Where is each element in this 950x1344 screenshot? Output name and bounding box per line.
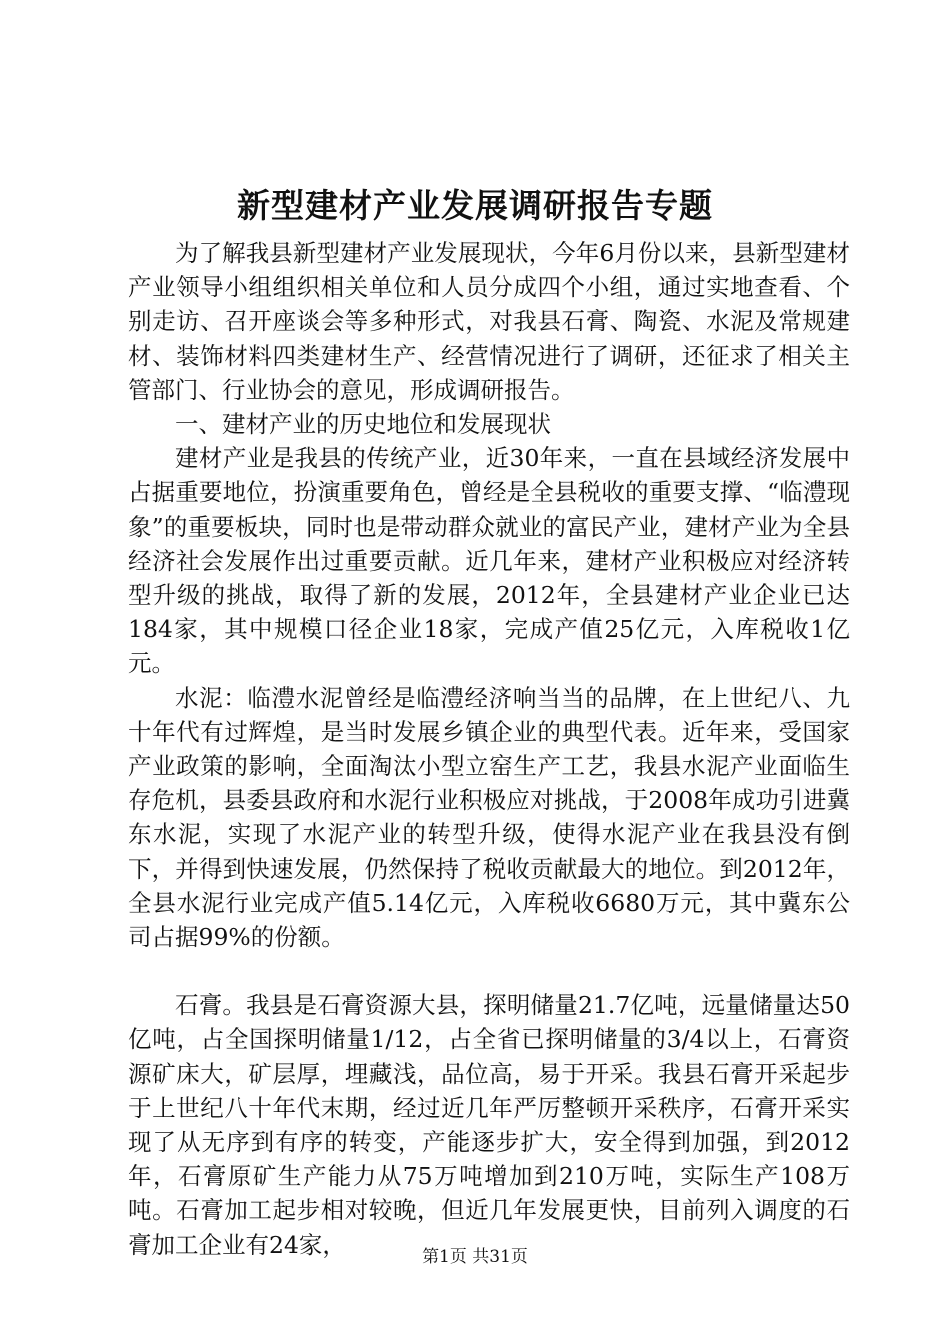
- section-heading: 一、建材产业的历史地位和发展现状: [175, 410, 551, 439]
- intro-paragraph: 为了解我县新型建材产业发展现状，今年6月份以来，县新型建材产业领导小组组织相关单位和人员分成四个小组，通过实地查看、个别走访、召开座谈会等多种形式，对我县石膏、陶瓷、水泥及常规建材、装饰材料四类建材生产、经营情况进行了调研，还征求了相关主管部门、行业协会的意见，形成调研报告。: [128, 239, 850, 404]
- cement-paragraph: 水泥：临澧水泥曾经是临澧经济响当当的品牌，在上世纪八、九十年代有过辉煌，是当时发展乡镇企业的典型代表。近年来，受国家产业政策的影响，全面淘汰小型立窑生产工艺，我县水泥产业面临生存危机，县委县政府和水泥行业积极应对挑战，于2008年成功引进冀东水泥，实现了水泥产业的转型升级，使得水泥产业在我县没有倒下，并得到快速发展，仍然保持了税收贡献最大的地位。到2012年，全县水泥行业完成产值5.14亿元，入库税收6680万元，其中冀东公司占据99%的份额。: [128, 683, 850, 952]
- gypsum-paragraph: 石膏。我县是石膏资源大县，探明储量21.7亿吨，远量储量达50亿吨，占全国探明储量1/12，占全省已探明储量的3/4以上，石膏资源矿床大，矿层厚，埋藏浅，品位高，易于开采。我县石膏开采起步于上世纪八十年代末期，经过近几年严厉整顿开采秩序，石膏开采实现了从无序到有序的转变，产能逐步扩大，安全得到加强，到2012年，石膏原矿生产能力从75万吨增加到210万吨，实际生产108万吨。石膏加工起步相对较晚，但近几年发展更快，目前列入调度的石膏加工企业有24家，: [128, 991, 850, 1259]
- overview-paragraph: 建材产业是我县的传统产业，近30年来，一直在县域经济发展中占据重要地位，扮演重要角色，曾经是全县税收的重要支撑、“临澧现象”的重要板块，同时也是带动群众就业的富民产业，建材产业为全县经济社会发展作出过重要贡献。近几年来，建材产业积极应对经济转型升级的挑战，取得了新的发展，2012年，全县建材产业企业已达184家，其中规模口径企业18家，完成产值25亿元，入库税收1亿元。: [128, 444, 850, 678]
- page-footer: 第1页 共31页: [422, 1247, 528, 1267]
- document-title: 新型建材产业发展调研报告专题: [237, 186, 713, 225]
- document-body: [128, 236, 850, 1262]
